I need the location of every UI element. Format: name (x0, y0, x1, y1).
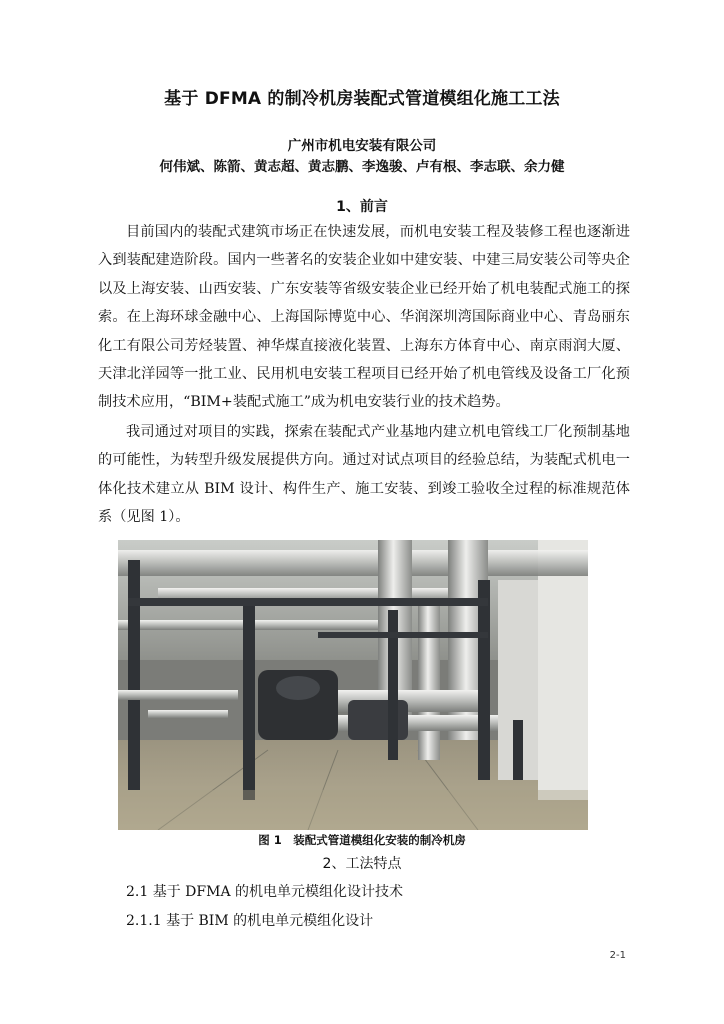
organization: 广州市机电安装有限公司 (287, 138, 437, 154)
figure-chiller-room-photo (118, 540, 588, 830)
chiller-room-illustration (118, 540, 588, 830)
paper-title: 基于 DFMA 的制冷机房装配式管道模组化施工工法 (164, 89, 560, 109)
figure-caption: 图 1 装配式管道模组化安装的制冷机房 (258, 833, 466, 847)
author-list: 何伟斌、陈箭、黄志超、黄志鹏、李逸骏、卢有根、李志联、余力健 (159, 159, 565, 175)
page-number: 2-1 (609, 950, 626, 961)
paragraph-practice: 我司通过对项目的实践，探索在装配式产业基地内建立机电管线工厂化预制基地的可能性，为转型升级发展提供方向。通过对试点项目的经验总结，为装配式机电一体化技术建立从 BIM 设计、构件生产、施工安装、到竣工验收全过程的标准规范体系（见图 1）。 (98, 424, 630, 526)
paragraph-intro: 目前国内的装配式建筑市场正在快速发展，而机电安装工程及装修工程也逐渐进入到装配建造阶段。国内一些著名的安装企业如中建安装、中建三局安装公司等央企以及上海安装、山西安装、广东安装等省级安装企业已经开始了机电装配式施工的探索。在上海环球金融中心、上海国际博览中心、华润深圳湾国际商业中心、青岛丽东化工有限公司芳烃装置、神华煤直接液化装置、上海东方体育中心、南京雨润大厦、天津北洋园等一批工业、民用机电安装工程项目已经开始了机电管线及设备工厂化预制技术应用，“BIM+装配式施工”成为机电安装行业的技术趋势。 (98, 224, 630, 411)
subsection-heading-2-1: 2.1 基于 DFMA 的机电单元模组化设计技术 (126, 884, 403, 900)
section-heading-1: 1、前言 (336, 199, 388, 215)
subsection-heading-2-1-1: 2.1.1 基于 BIM 的机电单元模组化设计 (126, 913, 374, 929)
section-heading-2: 2、工法特点 (322, 856, 402, 872)
